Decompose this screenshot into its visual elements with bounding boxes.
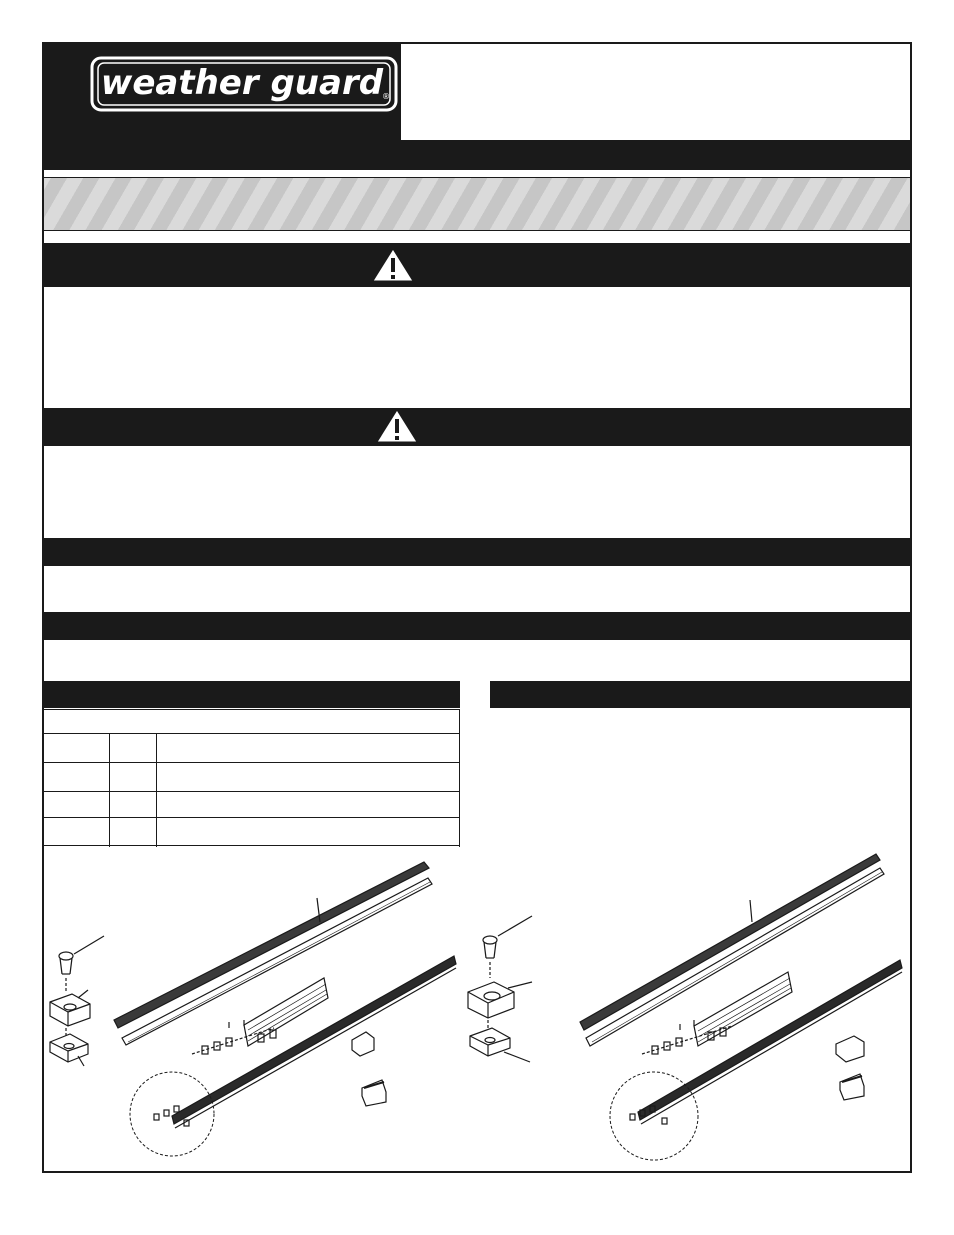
warning-bar-2 <box>44 408 910 446</box>
table-column-rule <box>156 733 157 847</box>
product-title-band <box>44 177 910 231</box>
table-rule <box>44 791 460 792</box>
logo-registered-mark: ® <box>382 92 390 101</box>
logo-wordmark: weather guard <box>100 63 384 103</box>
parts-list-header-bar <box>44 681 460 708</box>
brand-logo <box>42 42 400 142</box>
parts-table <box>44 709 460 847</box>
table-rule <box>44 845 460 846</box>
table-rule <box>44 817 460 818</box>
section-bar-1 <box>44 538 910 566</box>
exploded-diagram-left <box>44 850 464 1175</box>
table-rule <box>44 733 460 734</box>
instructions-header-bar <box>490 681 910 708</box>
exploded-diagram-right <box>462 848 910 1173</box>
warning-bar-1 <box>44 243 910 287</box>
warning-triangle-icon <box>371 247 415 288</box>
table-rule <box>44 762 460 763</box>
table-column-rule <box>459 709 460 847</box>
warning-triangle-icon <box>375 408 419 449</box>
document-title-box <box>401 44 910 140</box>
table-column-rule <box>109 733 110 847</box>
table-rule <box>44 709 460 710</box>
section-bar-2 <box>44 612 910 640</box>
